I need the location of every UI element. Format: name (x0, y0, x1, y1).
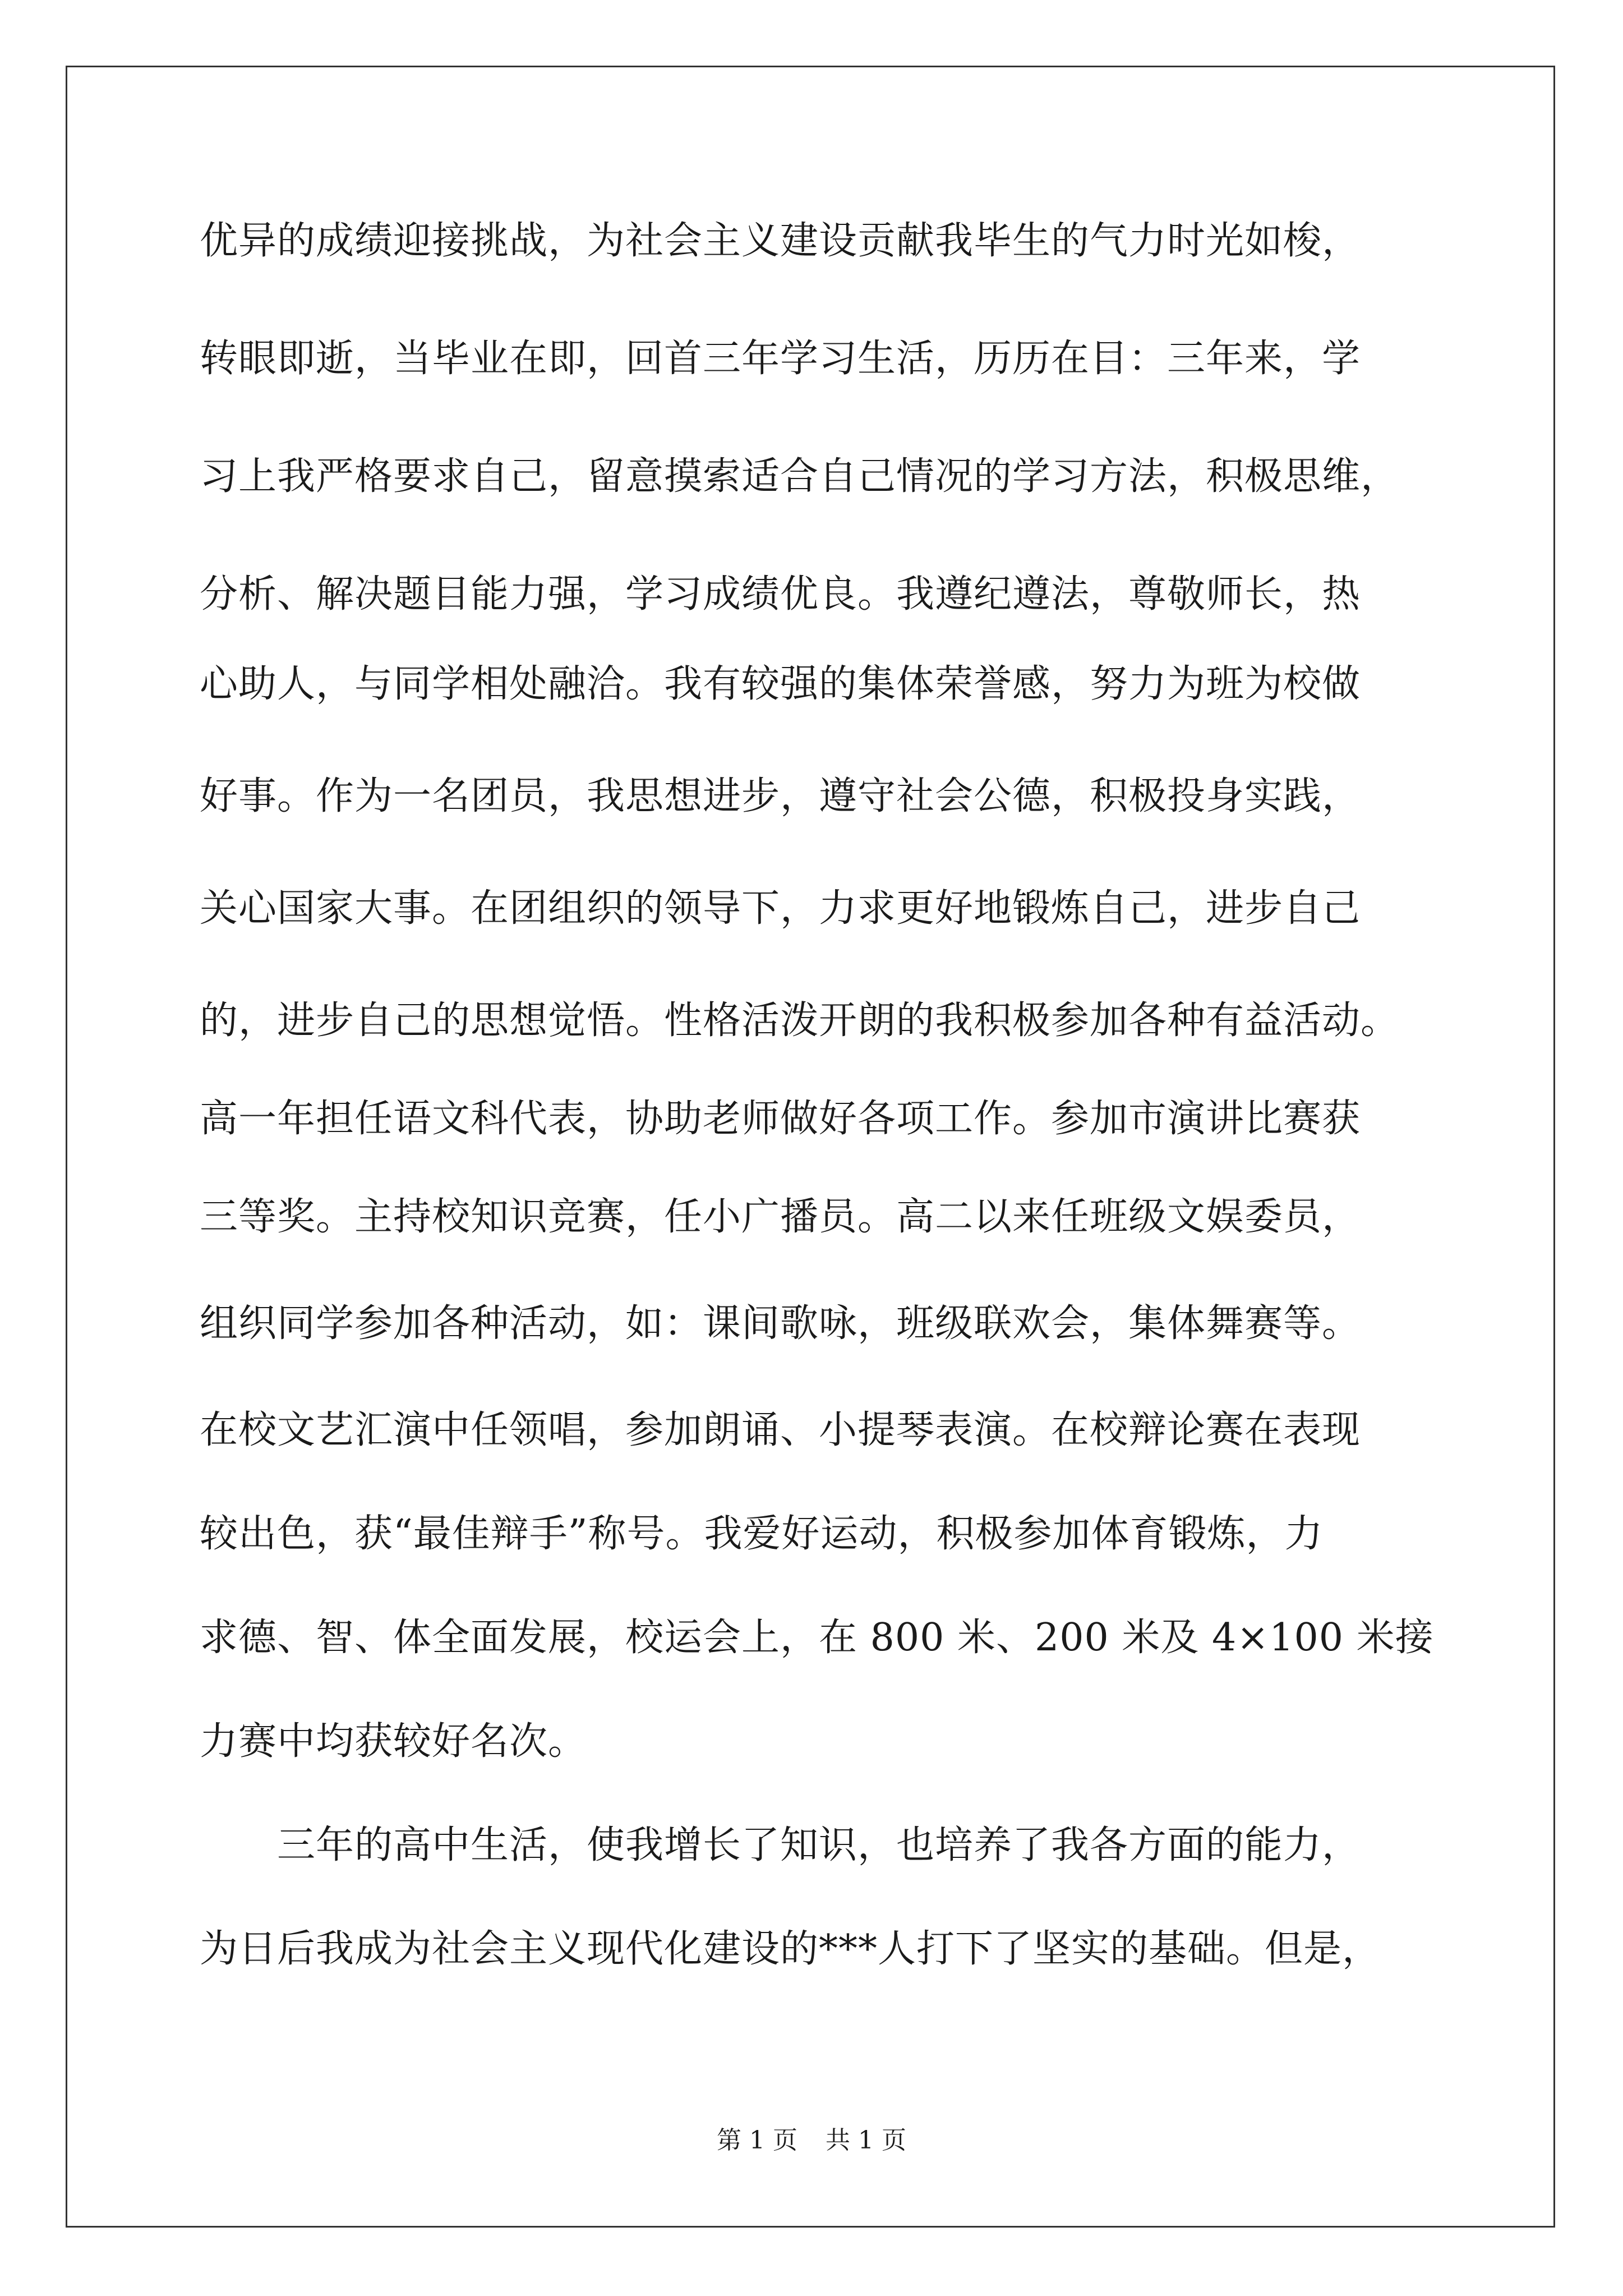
text-line: 优异的成绩迎接挑战，为社会主义建设贡献我毕生的气力时光如梭， (200, 219, 1361, 263)
text-line: 组织同学参加各种活动，如：课间歌咏，班级联欢会，集体舞赛等。 (200, 1301, 1361, 1346)
page-number: 第 1 页 (717, 2126, 797, 2155)
text-line: 高一年担任语文科代表，协助老师做好各项工作。参加市演讲比赛获 (200, 1097, 1361, 1141)
text-line: 习上我严格要求自己，留意摸索适合自己情况的学习方法，积极思维， (200, 454, 1400, 499)
text-line: 求德、智、体全面发展，校运会上，在 800 米、200 米及 4×100 米接 (200, 1616, 1434, 1660)
text-line: 转眼即逝，当毕业在即，回首三年学习生活，历历在目：三年来，学 (200, 337, 1361, 381)
text-line: 三年的高中生活，使我增长了知识，也培养了我各方面的能力， (200, 1823, 1361, 1867)
page-footer (0, 2125, 1623, 2156)
text-line: 较出色，获“最佳辩手”称号。我爱好运动，积极参加体育锻炼，力 (200, 1512, 1324, 1556)
text-line: 好事。作为一名团员，我思想进步，遵守社会公德，积极投身实践， (200, 774, 1361, 818)
page-total: 共 1 页 (826, 2126, 906, 2155)
text-line: 分析、解决题目能力强，学习成绩优良。我遵纪遵法，尊敬师长，热 (200, 572, 1361, 616)
text-line: 在校文艺汇演中任领唱，参加朗诵、小提琴表演。在校辩论赛在表现 (200, 1408, 1361, 1452)
page-border (66, 66, 1555, 2228)
text-line: 三等奖。主持校知识竞赛，任小广播员。高二以来任班级文娱委员， (200, 1195, 1361, 1239)
text-line: 为日后我成为社会主义现代化建设的***人打下了坚实的基础。但是， (200, 1927, 1381, 1971)
text-line: 关心国家大事。在团组织的领导下，力求更好地锻炼自己，进步自己 (200, 886, 1361, 931)
text-line: 的，进步自己的思想觉悟。性格活泼开朗的我积极参加各种有益活动。 (200, 999, 1400, 1043)
text-line: 心助人，与同学相处融洽。我有较强的集体荣誉感，努力为班为校做 (200, 662, 1361, 706)
text-line: 力赛中均获较好名次。 (200, 1719, 587, 1764)
